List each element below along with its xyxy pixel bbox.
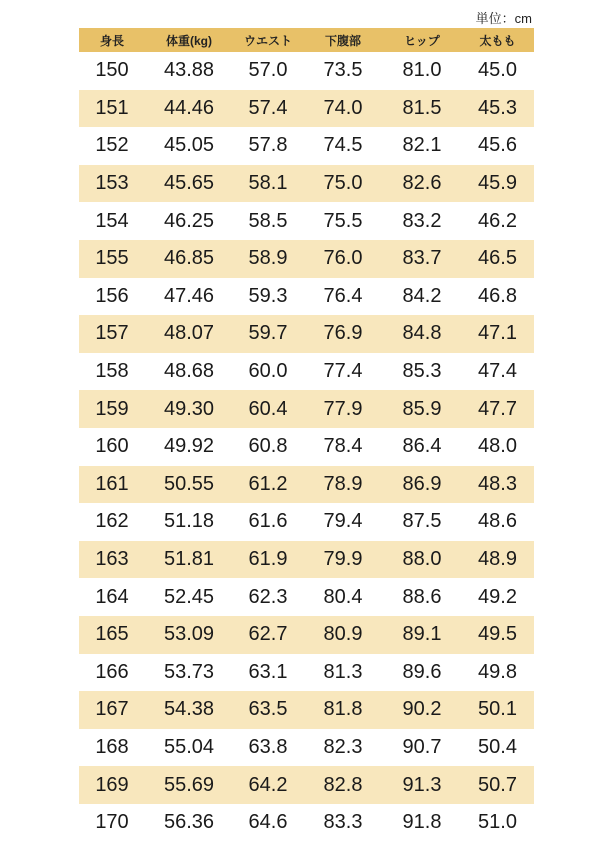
cell-weight: 50.55 (145, 466, 233, 504)
unit-label: 単位：cm (475, 11, 532, 26)
cell-thigh: 45.0 (478, 59, 517, 82)
cell-height: 162 (95, 510, 129, 533)
cell-lower-abdomen: 78.9 (303, 466, 383, 504)
cell-hip: 84.8 (383, 315, 461, 353)
cell-lower-abdomen: 74.0 (303, 90, 383, 128)
cell-waist: 64.2 (233, 766, 303, 804)
cell-hip: 90.2 (383, 691, 461, 729)
cell-height: 153 (79, 165, 145, 203)
cell-hip: 89.6 (402, 660, 442, 683)
cell-waist: 63.8 (248, 735, 288, 758)
cell-waist: 57.4 (233, 90, 303, 128)
table-row (79, 691, 534, 729)
cell-weight: 55.69 (145, 766, 233, 804)
cell-weight: 44.46 (145, 90, 233, 128)
cell-waist: 58.5 (248, 209, 288, 232)
cell-lower-abdomen: 83.3 (323, 811, 363, 834)
cell-hip: 91.8 (402, 811, 442, 834)
cell-thigh: 49.5 (461, 616, 534, 654)
cell-waist: 61.6 (248, 510, 288, 533)
cell-waist: 60.8 (248, 435, 288, 458)
cell-hip: 81.0 (402, 59, 442, 82)
table-row (79, 240, 534, 278)
cell-weight: 45.05 (163, 134, 215, 157)
table-row (79, 766, 534, 804)
cell-height: 169 (79, 766, 145, 804)
cell-lower-abdomen: 73.5 (323, 59, 363, 82)
cell-lower-abdomen: 76.4 (323, 284, 363, 307)
cell-thigh: 46.2 (478, 209, 517, 232)
cell-thigh: 46.5 (461, 240, 534, 278)
column-header-lower-abdomen: 下腹部 (303, 28, 383, 52)
table-row (79, 654, 534, 692)
cell-height: 154 (95, 209, 129, 232)
cell-waist: 63.5 (233, 691, 303, 729)
cell-waist: 63.1 (248, 660, 288, 683)
cell-height: 166 (95, 660, 129, 683)
cell-thigh: 46.8 (478, 284, 517, 307)
column-header-hip: ヒップ (383, 28, 461, 52)
cell-hip: 90.7 (402, 735, 442, 758)
cell-lower-abdomen: 74.5 (323, 134, 363, 157)
cell-thigh: 49.8 (478, 660, 517, 683)
cell-waist: 60.4 (233, 390, 303, 428)
table-row (79, 165, 534, 203)
table-row (79, 466, 534, 504)
cell-weight: 56.36 (163, 811, 215, 834)
table-row (79, 353, 534, 391)
cell-height: 152 (95, 134, 129, 157)
cell-hip: 82.6 (383, 165, 461, 203)
cell-thigh: 50.4 (478, 735, 517, 758)
cell-lower-abdomen: 80.4 (323, 585, 363, 608)
cell-weight: 51.81 (145, 541, 233, 579)
cell-height: 160 (95, 435, 129, 458)
cell-thigh: 48.6 (478, 510, 517, 533)
cell-thigh: 49.2 (478, 585, 517, 608)
cell-lower-abdomen: 78.4 (323, 435, 363, 458)
cell-waist: 58.1 (233, 165, 303, 203)
cell-thigh: 45.6 (478, 134, 517, 157)
cell-lower-abdomen: 79.4 (323, 510, 363, 533)
cell-lower-abdomen: 75.0 (303, 165, 383, 203)
cell-height: 156 (95, 284, 129, 307)
cell-waist: 59.3 (248, 284, 288, 307)
cell-waist: 57.0 (248, 59, 288, 82)
cell-thigh: 48.3 (461, 466, 534, 504)
cell-hip: 85.3 (402, 360, 442, 383)
table-row (79, 616, 534, 654)
header-row (79, 28, 534, 52)
table-row (79, 428, 534, 466)
cell-waist: 58.9 (233, 240, 303, 278)
cell-hip: 86.4 (402, 435, 442, 458)
cell-height: 170 (95, 811, 129, 834)
cell-waist: 64.6 (248, 811, 288, 834)
cell-waist: 62.7 (233, 616, 303, 654)
cell-weight: 43.88 (163, 59, 215, 82)
cell-hip: 83.2 (402, 209, 442, 232)
cell-hip: 83.7 (383, 240, 461, 278)
cell-thigh: 50.1 (461, 691, 534, 729)
cell-hip: 84.2 (402, 284, 442, 307)
cell-weight: 52.45 (163, 585, 215, 608)
column-header-height: 身長 (79, 28, 145, 52)
cell-weight: 49.92 (163, 435, 215, 458)
cell-weight: 45.65 (145, 165, 233, 203)
cell-weight: 49.30 (145, 390, 233, 428)
cell-waist: 60.0 (248, 360, 288, 383)
cell-lower-abdomen: 81.8 (303, 691, 383, 729)
cell-lower-abdomen: 76.9 (303, 315, 383, 353)
cell-thigh: 47.7 (461, 390, 534, 428)
cell-hip: 82.1 (402, 134, 442, 157)
cell-waist: 57.8 (248, 134, 288, 157)
cell-thigh: 45.3 (461, 90, 534, 128)
cell-waist: 62.3 (248, 585, 288, 608)
cell-lower-abdomen: 75.5 (323, 209, 363, 232)
cell-hip: 91.3 (383, 766, 461, 804)
cell-thigh: 47.1 (461, 315, 534, 353)
cell-height: 165 (79, 616, 145, 654)
table-row (79, 578, 534, 616)
table-header (79, 28, 534, 52)
cell-thigh: 47.4 (478, 360, 517, 383)
cell-hip: 89.1 (383, 616, 461, 654)
cell-height: 151 (79, 90, 145, 128)
cell-hip: 85.9 (383, 390, 461, 428)
table-row (79, 804, 534, 842)
cell-weight: 53.73 (163, 660, 215, 683)
table-row (79, 278, 534, 316)
table-row (79, 315, 534, 353)
cell-weight: 47.46 (163, 284, 215, 307)
cell-hip: 81.5 (383, 90, 461, 128)
cell-thigh: 48.0 (478, 435, 517, 458)
cell-weight: 55.04 (163, 735, 215, 758)
table-row (79, 52, 534, 90)
cell-height: 150 (95, 59, 129, 82)
cell-lower-abdomen: 79.9 (303, 541, 383, 579)
table-body (79, 52, 534, 841)
table-row (79, 390, 534, 428)
cell-lower-abdomen: 77.9 (303, 390, 383, 428)
cell-height: 159 (79, 390, 145, 428)
table-row (79, 127, 534, 165)
table-row (79, 729, 534, 767)
cell-weight: 46.85 (145, 240, 233, 278)
cell-weight: 48.68 (163, 360, 215, 383)
column-header-waist: ウエスト (233, 28, 303, 52)
table-row (79, 202, 534, 240)
cell-height: 163 (79, 541, 145, 579)
measurement-table (79, 28, 534, 841)
cell-height: 158 (95, 360, 129, 383)
cell-height: 168 (95, 735, 129, 758)
cell-thigh: 51.0 (478, 811, 517, 834)
cell-height: 157 (79, 315, 145, 353)
cell-height: 164 (95, 585, 129, 608)
cell-lower-abdomen: 80.9 (303, 616, 383, 654)
cell-lower-abdomen: 76.0 (303, 240, 383, 278)
table-row (79, 503, 534, 541)
cell-waist: 61.2 (233, 466, 303, 504)
cell-weight: 51.18 (163, 510, 215, 533)
cell-weight: 48.07 (145, 315, 233, 353)
cell-thigh: 50.7 (461, 766, 534, 804)
column-header-weight: 体重(kg) (145, 28, 233, 52)
cell-waist: 61.9 (233, 541, 303, 579)
cell-weight: 46.25 (163, 209, 215, 232)
cell-waist: 59.7 (233, 315, 303, 353)
cell-height: 161 (79, 466, 145, 504)
cell-thigh: 45.9 (461, 165, 534, 203)
cell-height: 167 (79, 691, 145, 729)
cell-lower-abdomen: 81.3 (323, 660, 363, 683)
table-row (79, 541, 534, 579)
column-header-thigh: 太もも (461, 28, 534, 52)
cell-thigh: 48.9 (461, 541, 534, 579)
cell-hip: 88.0 (383, 541, 461, 579)
cell-lower-abdomen: 82.3 (323, 735, 363, 758)
cell-lower-abdomen: 82.8 (303, 766, 383, 804)
cell-height: 155 (79, 240, 145, 278)
cell-hip: 87.5 (402, 510, 442, 533)
cell-lower-abdomen: 77.4 (323, 360, 363, 383)
table-row (79, 90, 534, 128)
cell-hip: 86.9 (383, 466, 461, 504)
cell-weight: 54.38 (145, 691, 233, 729)
cell-weight: 53.09 (145, 616, 233, 654)
cell-hip: 88.6 (402, 585, 442, 608)
